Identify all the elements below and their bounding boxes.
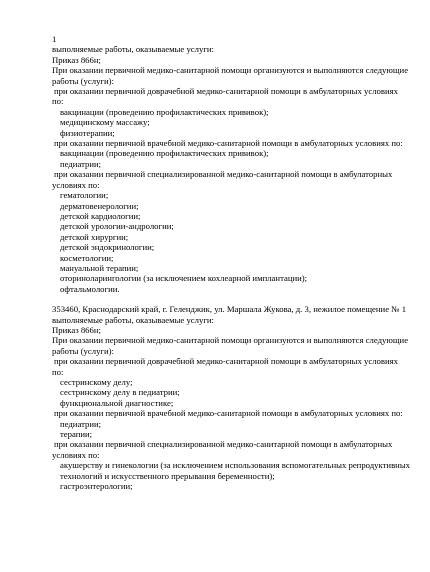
works-label: выполняемые работы, оказываемые услуги: <box>52 44 214 55</box>
predoctor-heading: при оказании первичной доврачебной медико-санитарной помощи в амбулаторных условиях <box>54 356 398 367</box>
specialized-heading: условиях по: <box>52 179 100 190</box>
list-item: акушерству и гинекологии (за исключением использования вспомогательных репродуктивных <box>60 460 411 471</box>
list-item: офтальмологии. <box>60 283 120 294</box>
intro-text: При оказании первичной медико-санитарной помощи организуются и выполняются следующие <box>52 65 409 76</box>
list-item: мануальной терапии; <box>60 262 139 273</box>
list-item: физиотерапии; <box>60 127 115 138</box>
predoctor-heading: при оказании первичной доврачебной медико-санитарной помощи в амбулаторных условиях <box>54 86 398 97</box>
list-item: детской урологии-андрологии; <box>60 221 174 232</box>
list-item: гематологии; <box>60 190 109 201</box>
list-item: дерматовенерологии; <box>60 200 139 211</box>
section-2 <box>52 304 430 491</box>
specialized-heading: при оказании первичной специализированной медико-санитарной помощи в амбулаторных <box>54 169 393 180</box>
specialized-heading: условиях по: <box>52 449 100 460</box>
section-number: 1 <box>52 34 57 44</box>
list-item: детской эндокринологии; <box>60 242 155 253</box>
list-item: технологий и искусственного прерывания беременности); <box>60 470 275 481</box>
list-item: вакцинации (проведению профилактических прививок); <box>60 106 269 117</box>
list-item: косметологии; <box>60 252 114 263</box>
intro-text: работы (услуги): <box>52 75 114 86</box>
intro-text: При оказании первичной медико-санитарной помощи организуются и выполняются следующие <box>52 335 409 346</box>
list-item: гастроэнтерологии; <box>60 481 133 492</box>
order-reference: Приказ 866н; <box>52 54 101 65</box>
list-item: медицинскому массажу; <box>60 117 150 128</box>
list-item: вакцинации (проведению профилактических прививок); <box>60 148 269 159</box>
section-1 <box>52 34 430 294</box>
works-label: выполняемые работы, оказываемые услуги: <box>52 314 214 325</box>
predoctor-heading: по: <box>52 96 64 107</box>
intro-text: работы (услуги): <box>52 345 114 356</box>
section-spacer <box>52 294 430 304</box>
list-item: педиатрии; <box>60 418 102 429</box>
address: 353460, Краснодарский край, г. Геленджик, ул. Маршала Жукова, д. 3, нежилое помещение № 1 <box>52 304 407 315</box>
list-item: детской кардиологии; <box>60 210 141 221</box>
list-item: педиатрии; <box>60 158 102 169</box>
doctor-heading: при оказании первичной врачебной медико-санитарной помощи в амбулаторных условиях по: <box>54 138 403 149</box>
doctor-heading: при оказании первичной врачебной медико-санитарной помощи в амбулаторных условиях по: <box>54 408 403 419</box>
list-item: детской хирургии; <box>60 231 129 242</box>
list-item: терапии; <box>60 429 93 440</box>
list-item: сестринскому делу; <box>60 377 133 387</box>
list-item: сестринскому делу в педиатрии; <box>60 387 180 398</box>
list-item: оториноларингологии (за исключением кохлеарной имплантации); <box>60 273 308 284</box>
specialized-heading: при оказании первичной специализированной медико-санитарной помощи в амбулаторных <box>54 439 393 450</box>
predoctor-heading: по: <box>52 366 64 377</box>
list-item: функциональной диагностике; <box>60 397 174 408</box>
order-reference: Приказ 866н; <box>52 324 101 335</box>
